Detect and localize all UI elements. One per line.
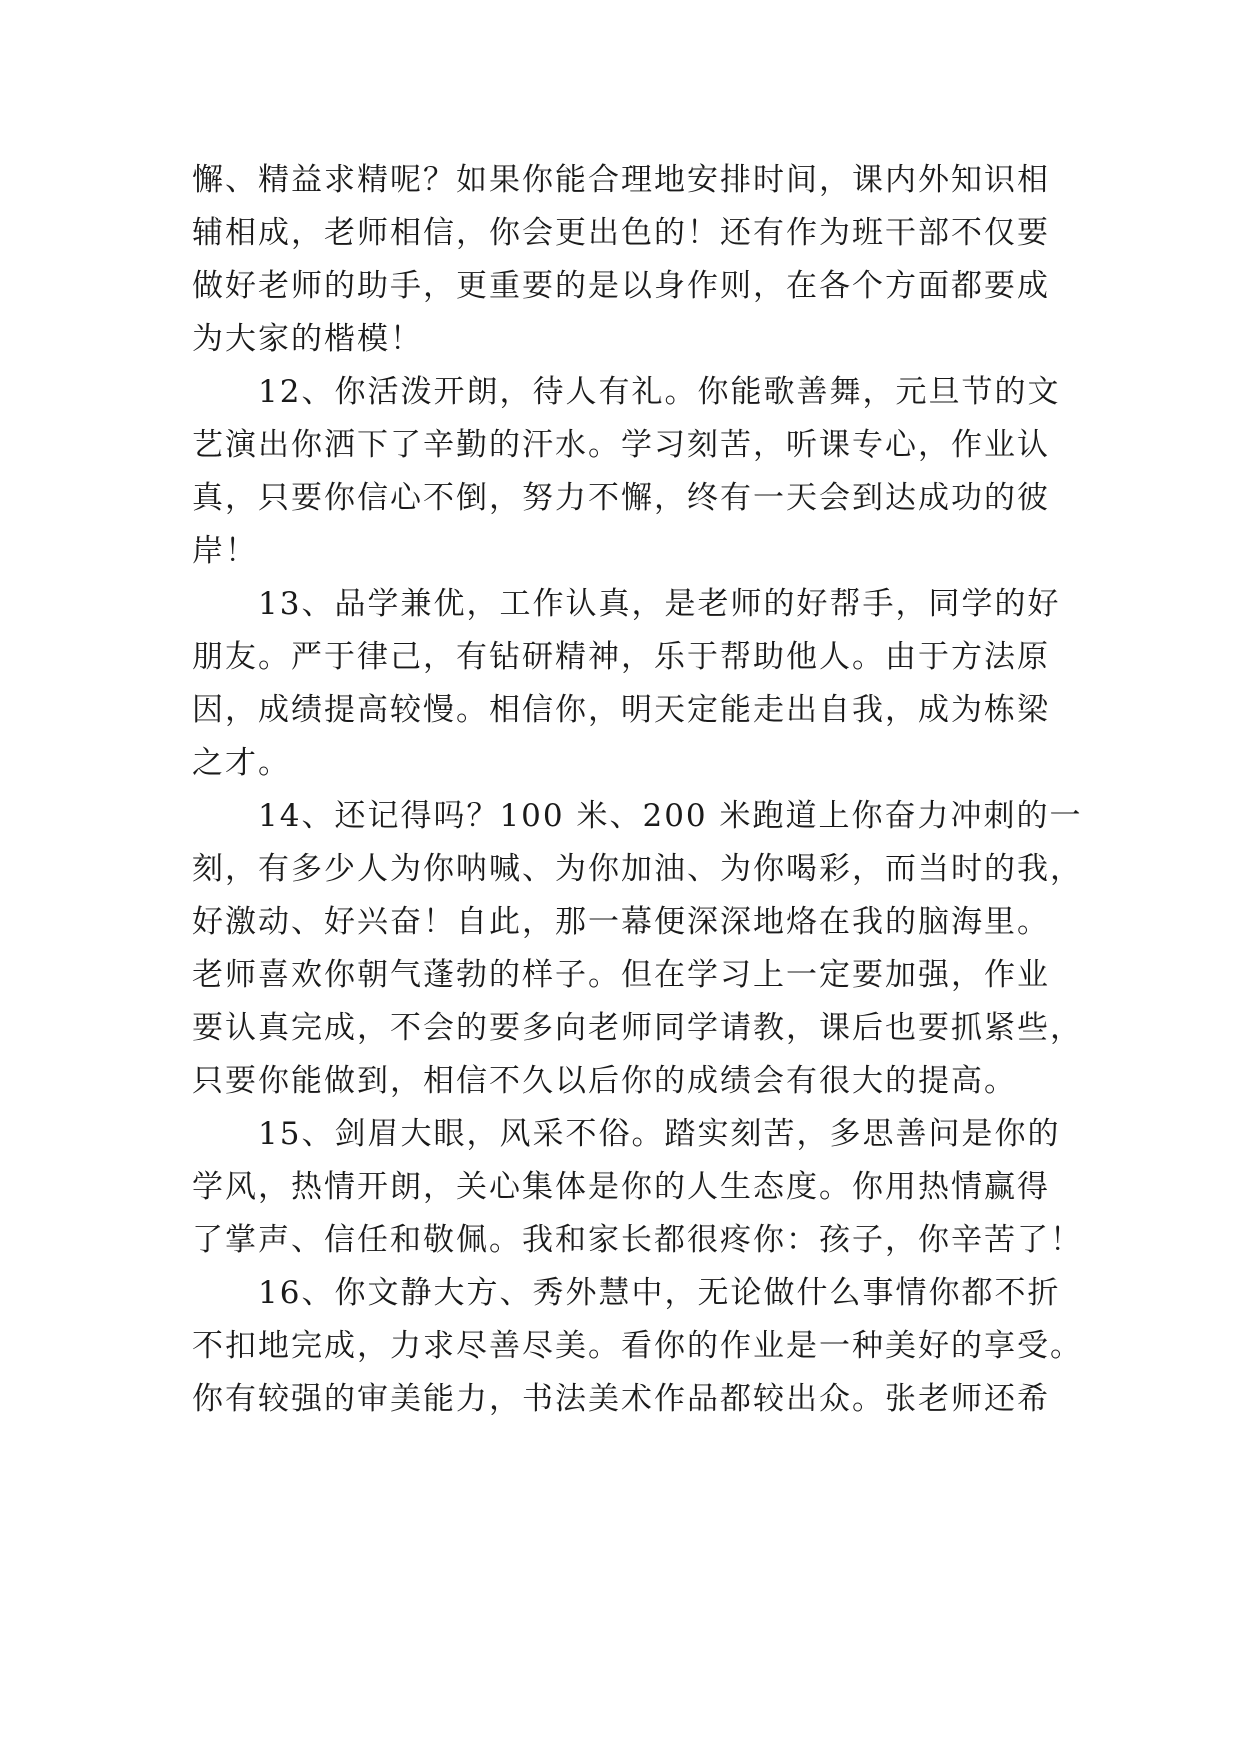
text-line: 岸！ bbox=[192, 533, 258, 569]
text-line: 14、还记得吗？100 米、200 米跑道上你奋力冲刺的一 bbox=[192, 798, 1083, 834]
text-line: 12、你活泼开朗，待人有礼。你能歌善舞，元旦节的文 bbox=[192, 374, 1061, 410]
text-line: 做好老师的助手，更重要的是以身作则，在各个方面都要成 bbox=[192, 268, 1050, 304]
text-line: 15、剑眉大眼，风采不俗。踏实刻苦，多思善问是你的 bbox=[192, 1116, 1061, 1152]
text-line: 懈、精益求精呢？如果你能合理地安排时间，课内外知识相 bbox=[192, 162, 1050, 198]
text-line: 因，成绩提高较慢。相信你，明天定能走出自我，成为栋梁 bbox=[192, 692, 1050, 728]
text-line: 16、你文静大方、秀外慧中，无论做什么事情你都不折 bbox=[192, 1275, 1061, 1311]
text-line: 只要你能做到，相信不久以后你的成绩会有很大的提高。 bbox=[192, 1063, 1017, 1099]
text-line: 老师喜欢你朝气蓬勃的样子。但在学习上一定要加强，作业 bbox=[192, 957, 1050, 993]
text-line: 要认真完成，不会的要多向老师同学请教，课后也要抓紧些， bbox=[192, 1010, 1083, 1046]
text-line: 学风，热情开朗，关心集体是你的人生态度。你用热情赢得 bbox=[192, 1169, 1050, 1205]
text-line: 之才。 bbox=[192, 745, 291, 781]
text-line: 好激动、好兴奋！自此，那一幕便深深地烙在我的脑海里。 bbox=[192, 904, 1050, 940]
text-line: 不扣地完成，力求尽善尽美。看你的作业是一种美好的享受。 bbox=[192, 1328, 1083, 1364]
text-line: 艺演出你洒下了辛勤的汗水。学习刻苦，听课专心，作业认 bbox=[192, 427, 1050, 463]
text-line: 13、品学兼优，工作认真，是老师的好帮手，同学的好 bbox=[192, 586, 1061, 622]
text-line: 刻，有多少人为你呐喊、为你加油、为你喝彩，而当时的我， bbox=[192, 851, 1083, 887]
text-line: 为大家的楷模！ bbox=[192, 321, 423, 357]
text-line: 真，只要你信心不倒，努力不懈，终有一天会到达成功的彼 bbox=[192, 480, 1050, 516]
text-line: 朋友。严于律己，有钻研精神，乐于帮助他人。由于方法原 bbox=[192, 639, 1050, 675]
text-line: 你有较强的审美能力，书法美术作品都较出众。张老师还希 bbox=[192, 1381, 1050, 1417]
text-line: 辅相成，老师相信，你会更出色的！还有作为班干部不仅要 bbox=[192, 215, 1050, 251]
text-line: 了掌声、信任和敬佩。我和家长都很疼你：孩子，你辛苦了！ bbox=[192, 1222, 1083, 1258]
